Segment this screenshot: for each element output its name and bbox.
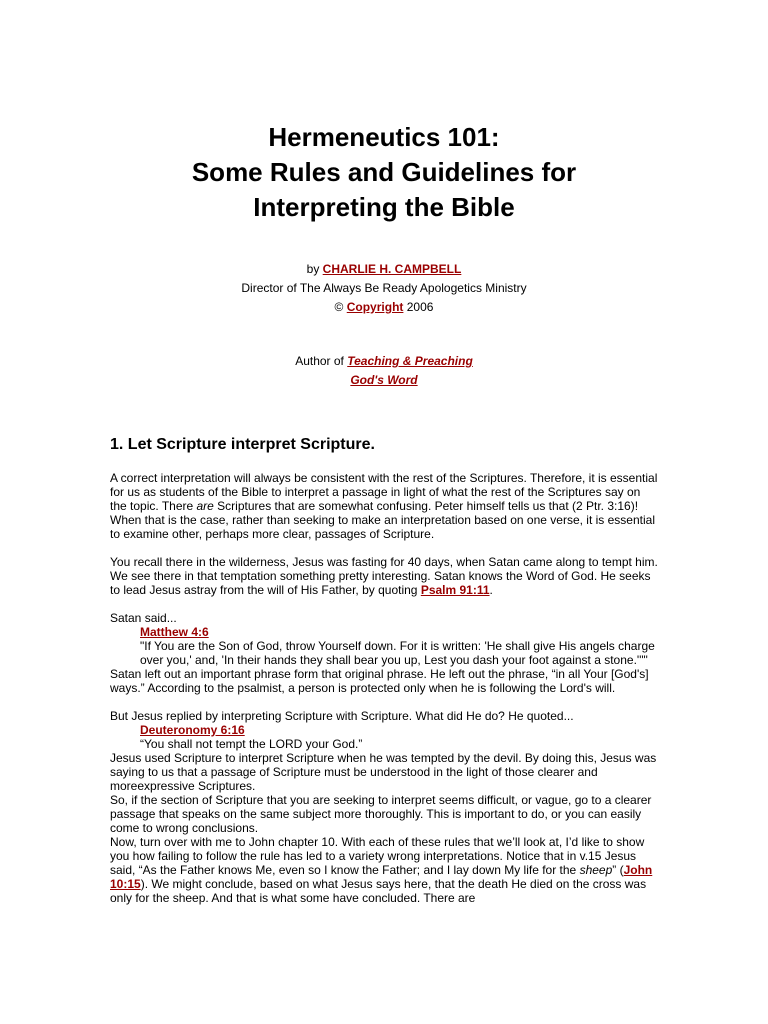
byline bbox=[0, 260, 768, 317]
author-link[interactable]: CHARLIE H. CAMPBELL bbox=[322, 262, 462, 276]
paragraph-3: Satan left out an important phrase form that original phrase. He left out the phrase, “in all Your [God's] ways.” According to the psalmist, a person is protected only when he is following the Lord's will. bbox=[110, 667, 649, 695]
john-link[interactable]: John 10:15 bbox=[110, 863, 653, 891]
quote-1: "If You are the Son of God, throw Yourself down. For it is written: 'He shall give His angels charge over you,' and, 'In their hands they shall bear you up, Lest you dash your foot against a stone.'"" bbox=[140, 639, 655, 667]
section-heading: 1. Let Scripture interpret Scripture. bbox=[110, 436, 375, 453]
document-title bbox=[0, 120, 768, 225]
book-link-line-2[interactable]: God's Word bbox=[350, 373, 418, 387]
author-of bbox=[0, 352, 768, 390]
deuteronomy-link[interactable]: Deuteronomy 6:16 bbox=[140, 723, 245, 737]
paragraph-6: So, if the section of Scripture that you are seeking to interpret seems difficult, or vague, go to a clearer passage that speaks on the same subject more thoroughly. This is important to do, or you can easily come to wrong conclusions. bbox=[110, 793, 652, 835]
paragraph-1: A correct interpretation will always be consistent with the rest of the Scriptures. Therefore, it is essential for us as students of the Bible to interpret a passage in light of what the rest of the Scriptures say on the topic. There are Scriptures that are somewhat confusing. Peter himself tells us that (2 Ptr. 3:16)! When that is the case, rather than seeking to make an interpretation based on one verse, it is essential to examine other, perhaps more clear, passages of Scripture. bbox=[110, 471, 658, 541]
title-line-3: Interpreting the Bible bbox=[253, 192, 515, 222]
book-link-line-1[interactable]: Teaching & Preaching bbox=[347, 354, 473, 368]
satan-said: Satan said... bbox=[110, 611, 177, 625]
author-of-prefix: Author of bbox=[295, 354, 348, 368]
paragraph-7: Now, turn over with me to John chapter 10. With each of these rules that we’ll look at, I’d like to show you how failing to follow the rule has led to a variety wrong interpretations. Notice that in v.15 Jesus said, “As the Father knows Me, even so I know the Father; and I lay down My life for the sheep” (John 10:15). We might conclude, based on what Jesus says here, that the death He died on the cross was only for the sheep. And that is what some have concluded. There are bbox=[110, 835, 653, 905]
psalm-link[interactable]: Psalm 91:11 bbox=[420, 583, 490, 597]
title-line-2: Some Rules and Guidelines for bbox=[191, 157, 577, 187]
byline-by: by bbox=[306, 262, 323, 276]
copyright-link[interactable]: Copyright bbox=[346, 300, 404, 314]
quote-2: “You shall not tempt the LORD your God.” bbox=[140, 737, 363, 751]
author-role: Director of The Always Be Ready Apologetics Ministry bbox=[241, 281, 527, 295]
paragraph-5: Jesus used Scripture to interpret Scripture when he was tempted by the devil. By doing this, Jesus was saying to us that a passage of Scripture must be understood in the light of those clearer and moreexpressive Scriptures. bbox=[110, 751, 657, 793]
matthew-link[interactable]: Matthew 4:6 bbox=[140, 625, 209, 639]
paragraph-2: You recall there in the wilderness, Jesus was fasting for 40 days, when Satan came along to tempt him. We see there in that temptation something pretty interesting. Satan knows the Word of God. He seeks to lead Jesus astray from the will of His Father, by quoting Psalm 91:11. bbox=[110, 555, 658, 597]
section-body bbox=[110, 471, 660, 905]
copyright-symbol: © bbox=[334, 300, 347, 314]
copyright-year: 2006 bbox=[403, 300, 434, 314]
title-line-1: Hermeneutics 101: bbox=[268, 122, 500, 152]
paragraph-4: But Jesus replied by interpreting Scripture with Scripture. What did He do? He quoted... bbox=[110, 709, 574, 723]
